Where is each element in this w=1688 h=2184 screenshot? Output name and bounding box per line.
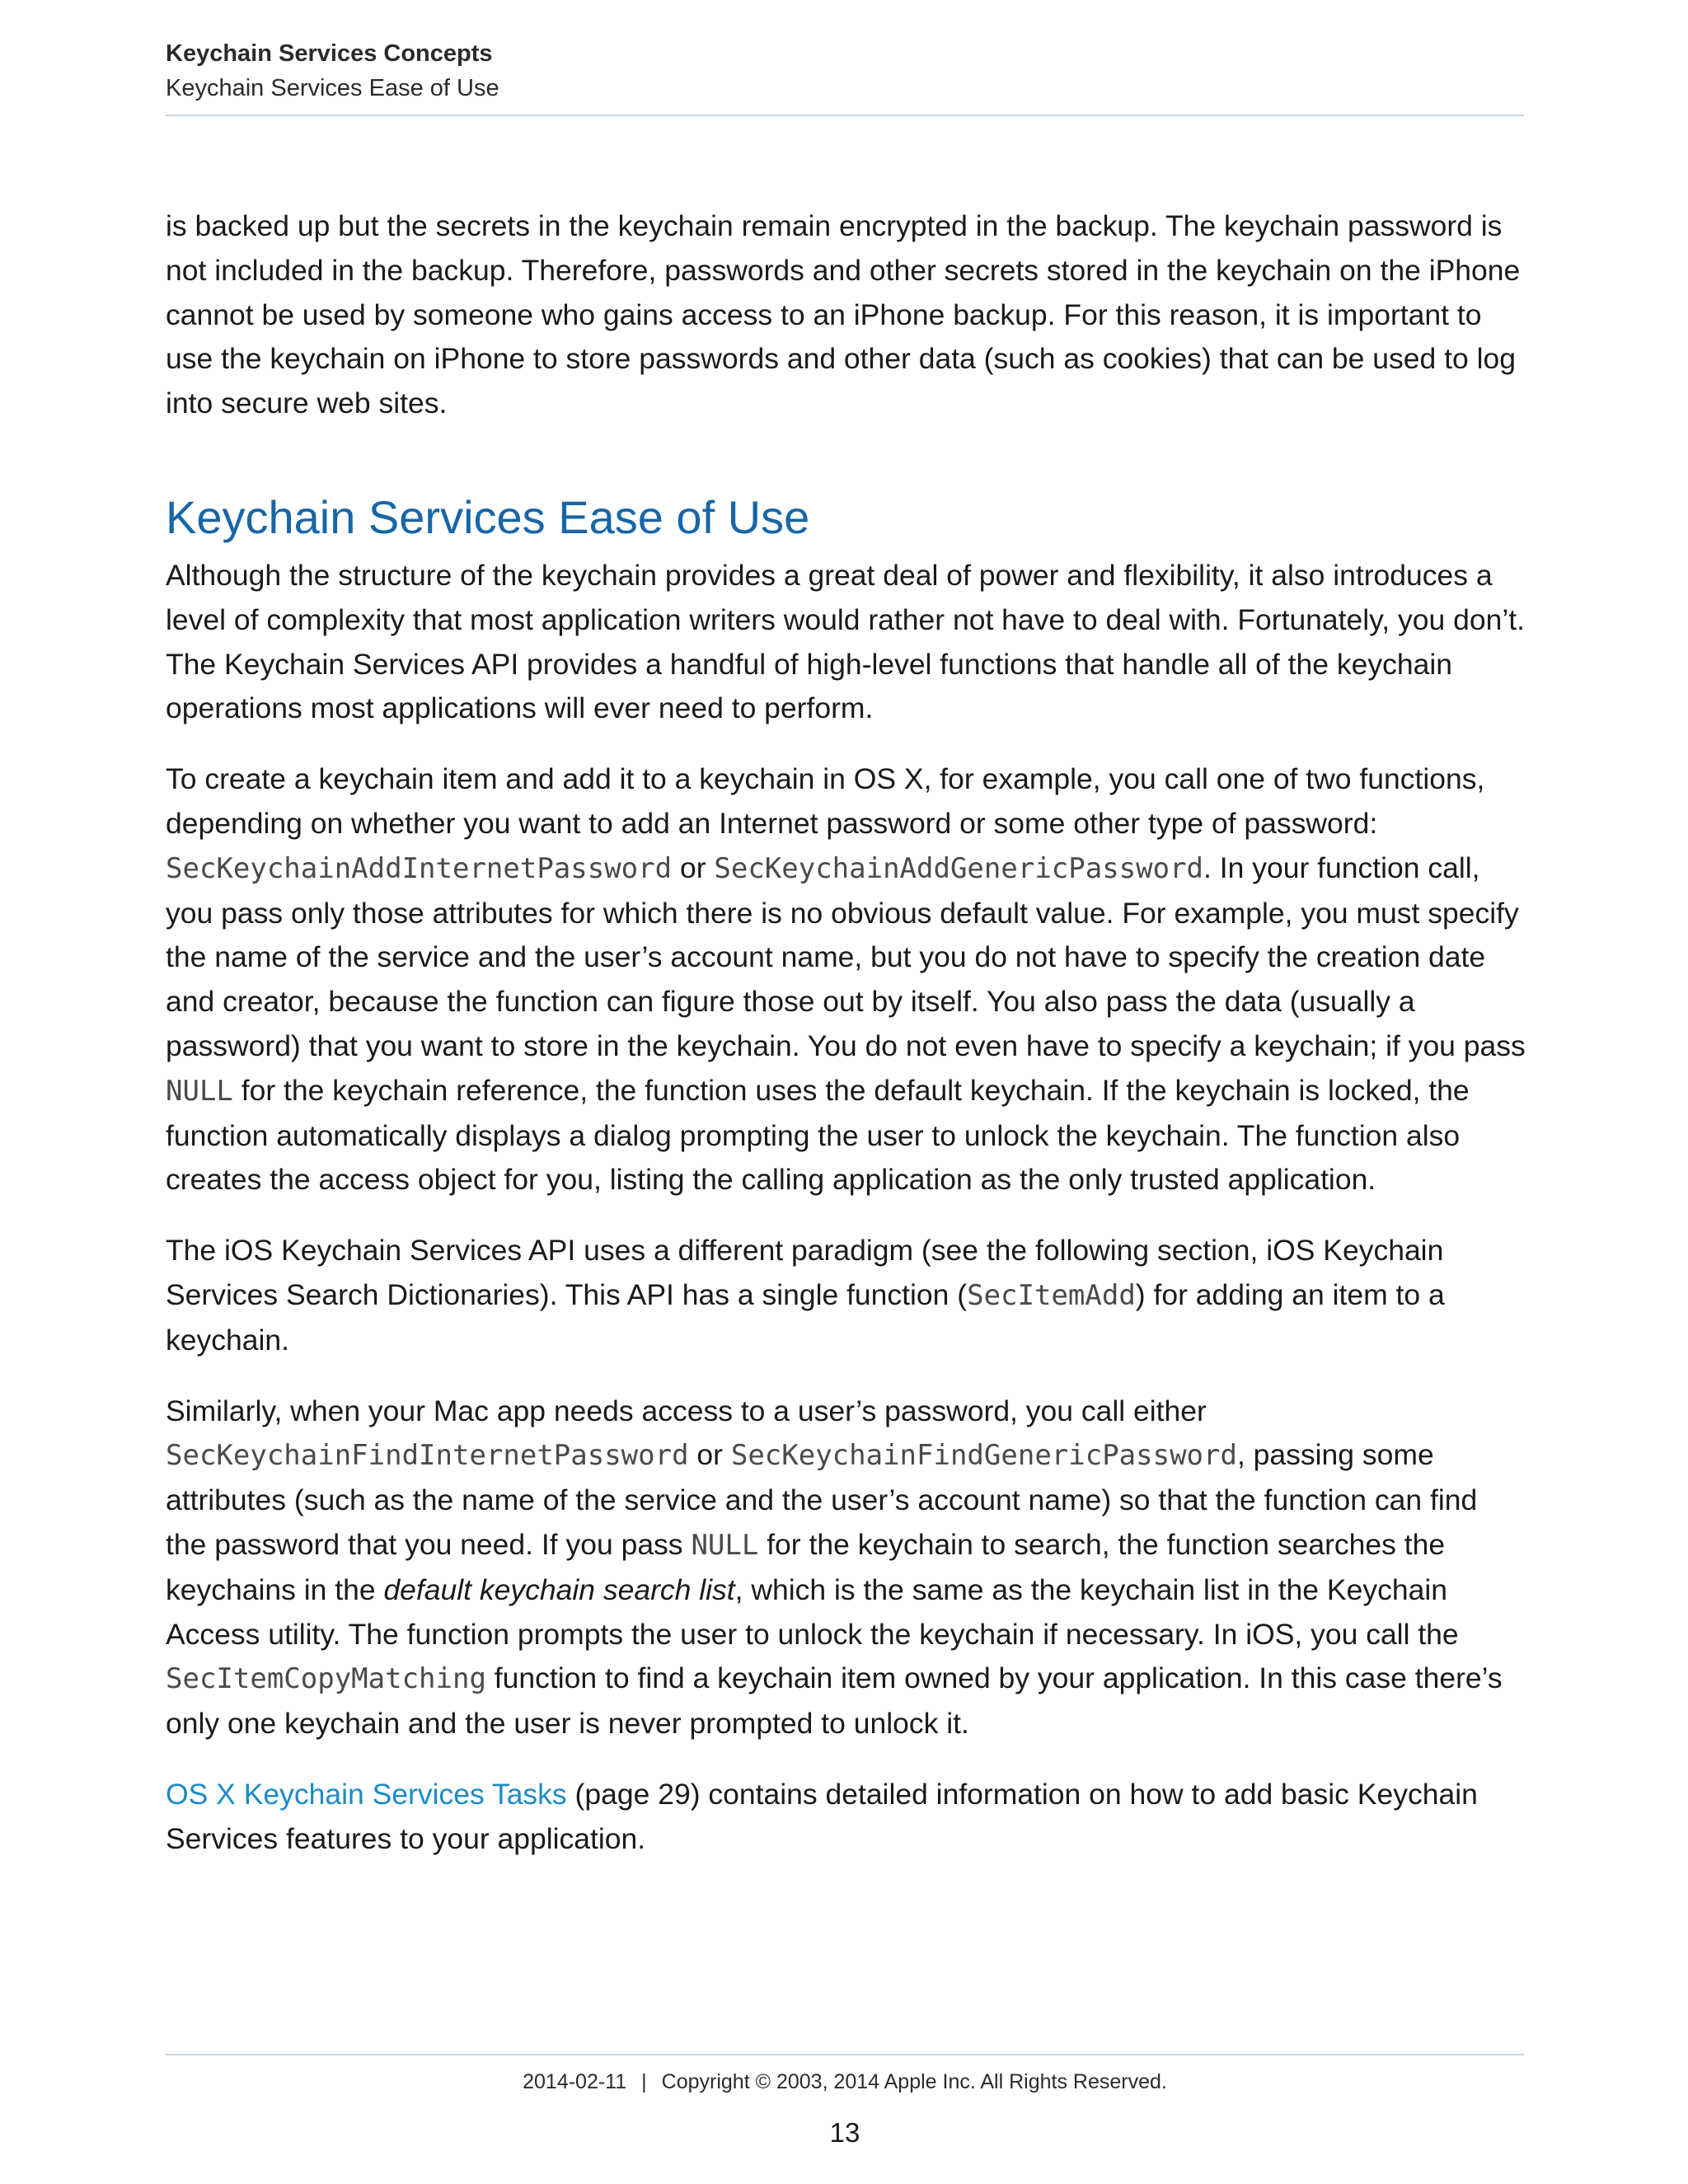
code-symbol: SecKeychainFindInternetPassword	[166, 1439, 689, 1473]
text-span: ) for adding an item to a keychain.	[166, 1277, 1445, 1357]
code-symbol: SecKeychainAddGenericPassword	[714, 851, 1204, 885]
paragraph-4	[166, 1390, 1526, 1746]
paragraph-5	[166, 1773, 1526, 1862]
page-content	[166, 204, 1526, 1855]
tasks-chapter-link[interactable]: OS X Keychain Services Tasks	[166, 1777, 567, 1811]
text-span: The iOS Keychain Services API uses a different paradigm (see the following section, iOS Keychain Services Search Dictionaries). This API has a single function (	[166, 1234, 1444, 1311]
text-span: , passing some attributes (such as the name of the service and the user’s account name) so that the function can find the password that you need. If you pass	[166, 1438, 1478, 1561]
footer-divider	[166, 2054, 1524, 2055]
code-symbol: SecKeychainAddInternetPassword	[166, 851, 673, 885]
text-span: , which is the same as the keychain list in the Keychain Access utility. The function prompts the user to unlock the keychain if necessary. In iOS, you call the	[166, 1572, 1459, 1651]
section-body	[166, 554, 1526, 1888]
emphasis-term: default keychain search list	[383, 1572, 735, 1606]
paragraph-3	[166, 1229, 1526, 1362]
code-symbol: SecKeychainFindGenericPassword	[730, 1439, 1237, 1473]
code-symbol: NULL	[691, 1528, 759, 1562]
text-span: Similarly, when your Mac app needs access to a user’s password, you call either	[166, 1394, 1207, 1427]
page-footer	[166, 2067, 1524, 2097]
footer-date: 2014-02-11	[523, 2070, 627, 2093]
code-symbol: SecItemCopyMatching	[166, 1662, 486, 1696]
page-header	[166, 36, 1524, 105]
paragraph-2	[166, 757, 1526, 1202]
paragraph-1: Although the structure of the keychain provides a great deal of power and flexibility, it also introduces a level of complexity that most application writers would rather not have to deal with. Fortunately, you don’t. The Keychain Services API provides a handful of high-level functions that handle all of the keychain operations most applications will ever need to perform.	[166, 559, 1525, 725]
page-number: 13	[829, 2117, 860, 2148]
header-section-title: Keychain Services Ease of Use	[166, 75, 499, 101]
text-span: To create a keychain item and add it to a keychain in OS X, for example, you call one of two functions, depending on whether you want to add an Internet password or some other type of password:	[166, 762, 1485, 840]
code-symbol: NULL	[166, 1074, 233, 1108]
footer-separator: |	[641, 2070, 647, 2093]
text-span: for the keychain reference, the function uses the default keychain. If the keychain is locked, the function automatically displays a dialog prompting the user to unlock the keychain. The function also creates the access object for you, listing the calling application as the only trusted application.	[166, 1073, 1470, 1197]
text-span: function to find a keychain item owned by your application. In this case there’s only one keychain and the user is never prompted to unlock it.	[166, 1661, 1503, 1741]
text-span: or	[672, 851, 715, 884]
text-span: . In your function call, you pass only those attributes for which there is no obvious default value. For example, you must specify the name of the service and the user’s account name, but you do not have to specify the creation date and creator, because the function can figure those out by itself. You also pass the data (usually a password) that you want to store in the keychain. You do not even have to specify a keychain; if you pass	[166, 851, 1526, 1062]
header-chapter-title: Keychain Services Concepts	[166, 40, 493, 67]
text-span: or	[688, 1438, 731, 1472]
intro-paragraph: is backed up but the secrets in the keychain remain encrypted in the backup. The keychain password is not included in the backup. Therefore, passwords and other secrets stored in the keychain on the iPhone cannot be used by someone who gains access to an iPhone backup. For this reason, it is important to use the keychain on iPhone to store passwords and other data (such as cookies) that can be used to log into secure web sites.	[166, 209, 1521, 420]
text-span: (page 29) contains detailed information on how to add basic Keychain Services features to your application.	[166, 1777, 1478, 1855]
header-divider	[166, 115, 1524, 116]
footer-copyright: Copyright © 2003, 2014 Apple Inc. All Rights Reserved.	[661, 2070, 1167, 2093]
section-heading: Keychain Services Ease of Use	[166, 491, 810, 543]
code-symbol: SecItemAdd	[967, 1278, 1136, 1312]
text-span: for the keychain to search, the function searches the keychains in the	[166, 1527, 1446, 1606]
